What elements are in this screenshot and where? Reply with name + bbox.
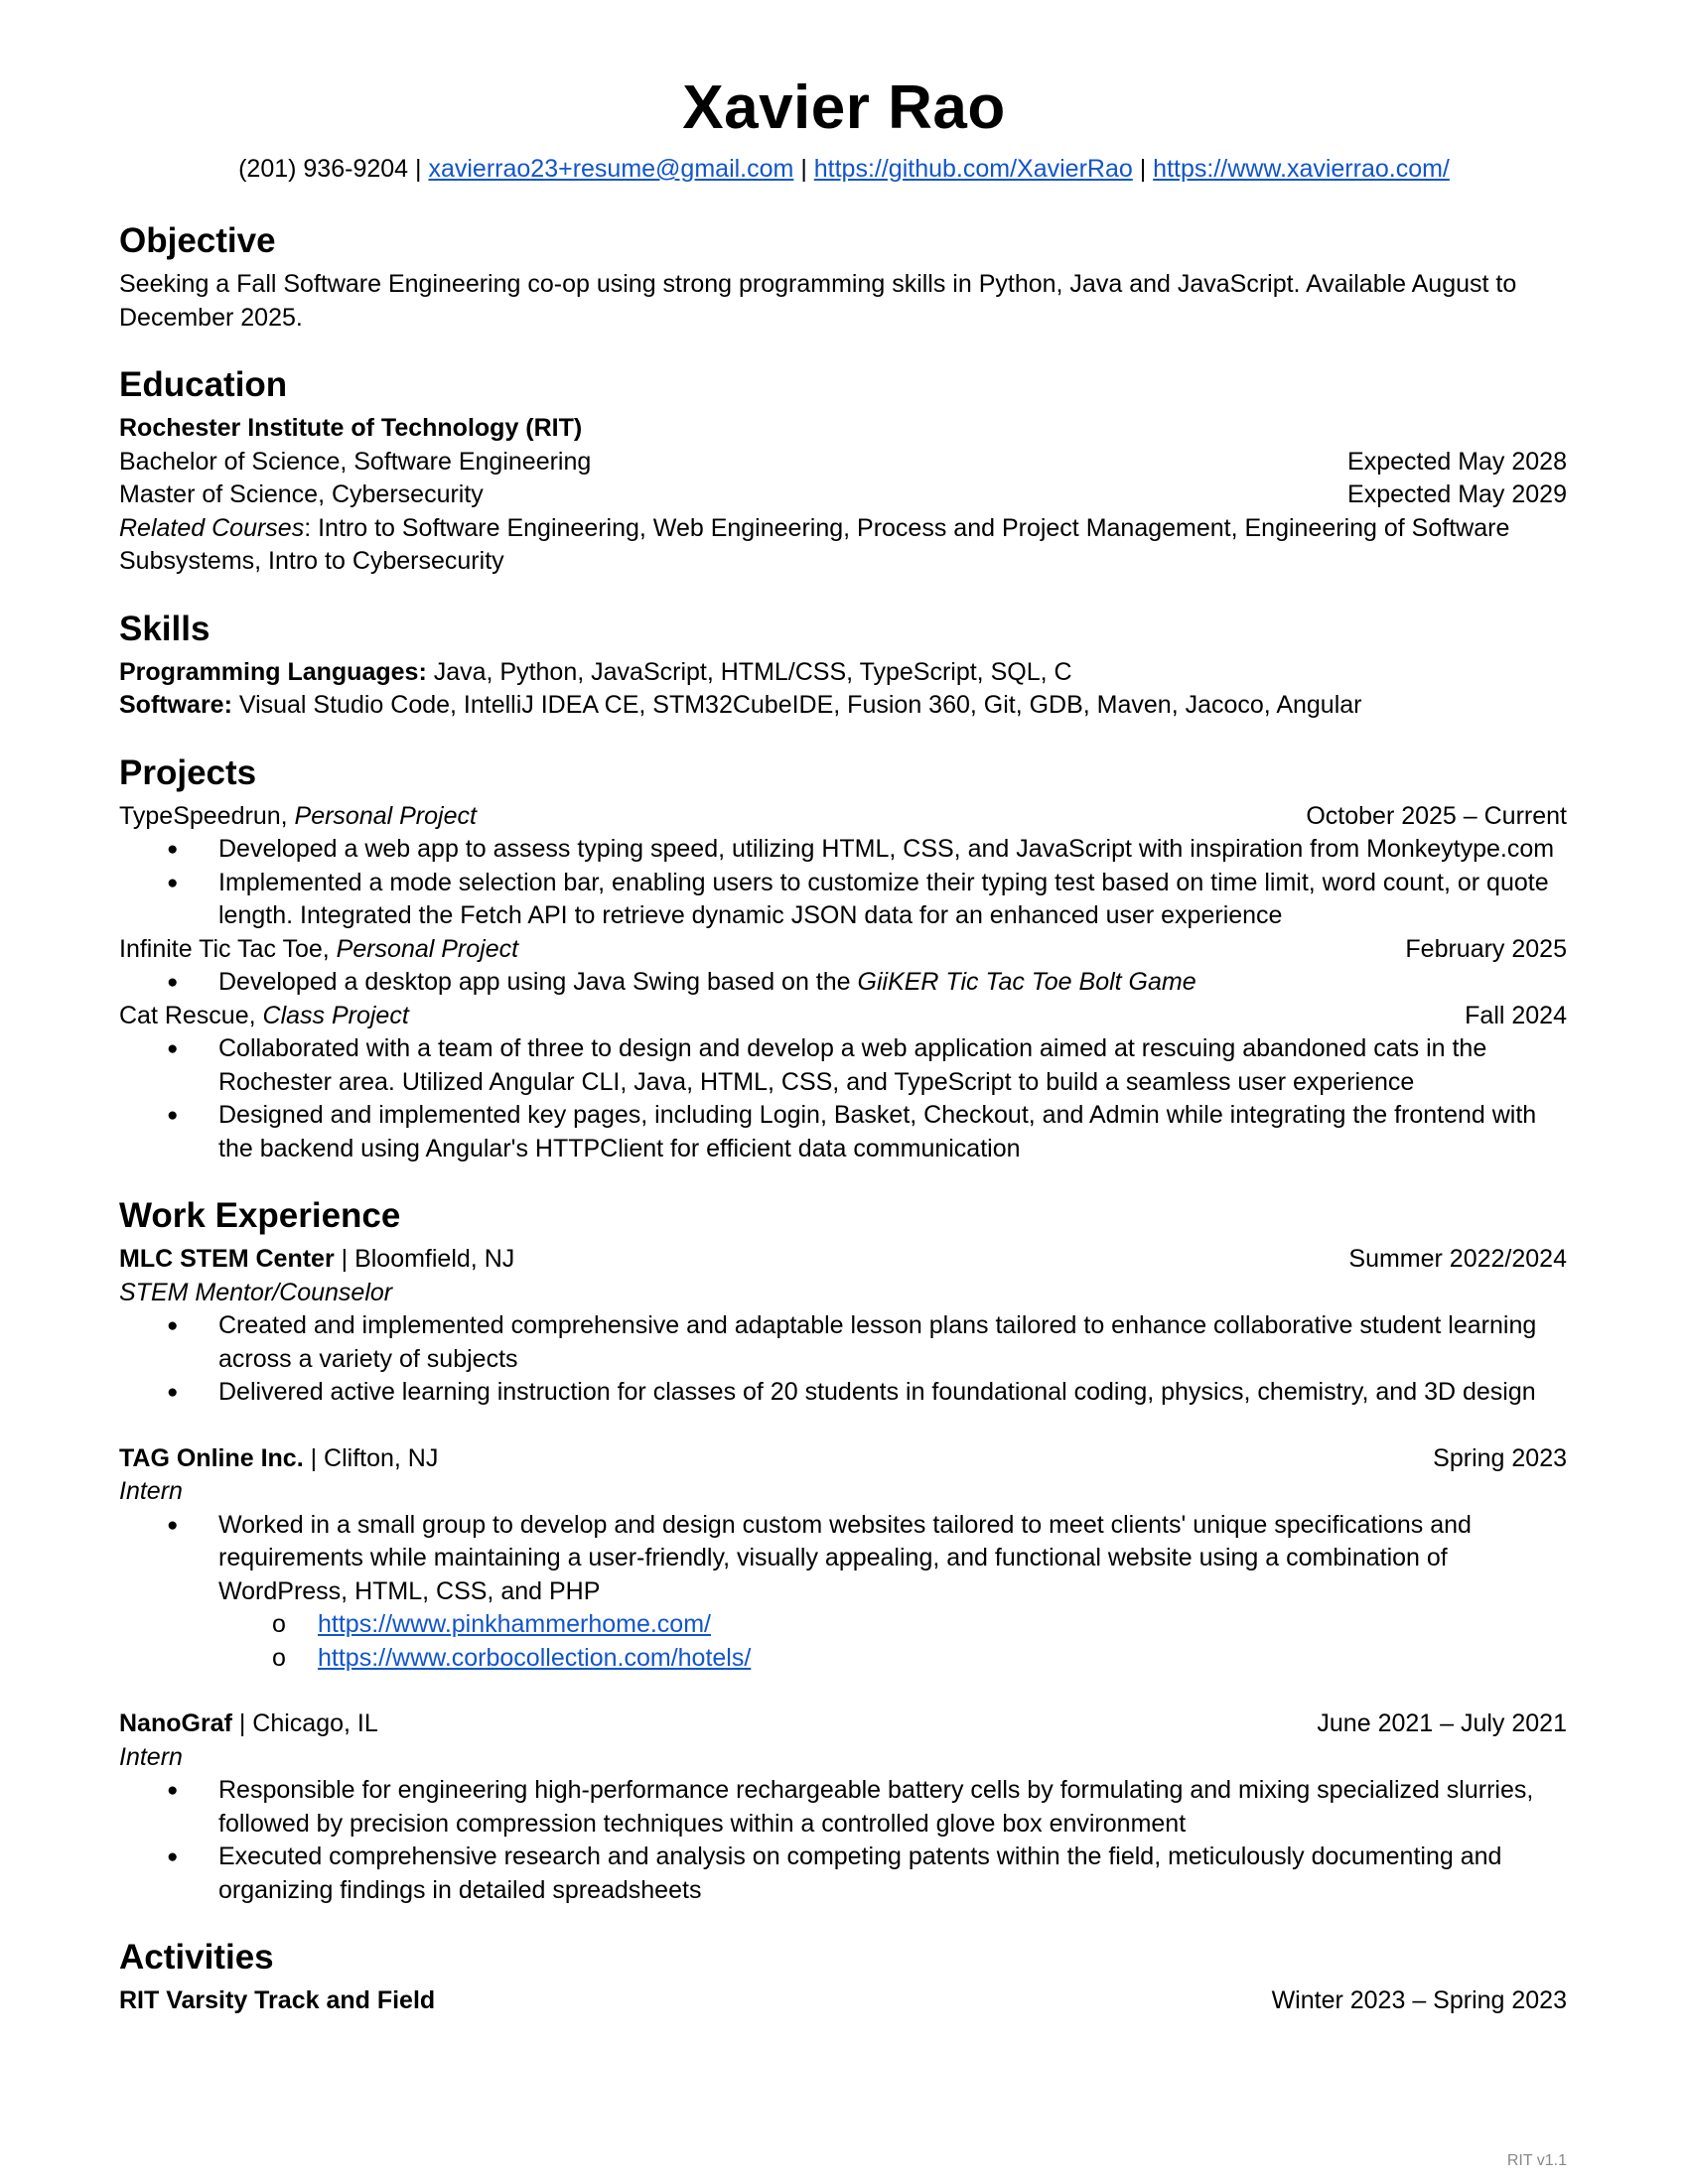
job-entry xyxy=(119,1707,1567,1907)
project-header xyxy=(119,933,1567,967)
job-bullets xyxy=(119,1309,1567,1410)
section-title: Work Experience xyxy=(119,1196,401,1235)
company-name: TAG Online Inc. xyxy=(119,1443,304,1472)
skills-label: Programming Languages: xyxy=(119,657,427,686)
activity-row xyxy=(119,1984,1567,2018)
skills-section xyxy=(119,609,1567,723)
bullet-italic-text: GiiKER Tic Tac Toe Bolt Game xyxy=(857,968,1196,996)
work-section xyxy=(119,1195,1567,1907)
degree-row xyxy=(119,446,1567,479)
related-courses xyxy=(119,512,1567,579)
job-role: STEM Mentor/Counselor xyxy=(119,1278,393,1306)
bullet-item: ● Executed comprehensive research and analysis on competing patents within the field, meticulously documenting and organizing findings in detailed spreadsheets xyxy=(119,1841,1567,1907)
activity-date: Winter 2023 – Spring 2023 xyxy=(1271,1986,1567,2014)
job-role: Intern xyxy=(119,1477,183,1505)
contact-line xyxy=(0,153,1688,185)
separator: | xyxy=(415,155,422,183)
sub-bullet-item xyxy=(119,1642,1567,1676)
section-title: Objective xyxy=(119,221,276,260)
activity-name: RIT Varsity Track and Field xyxy=(119,1986,436,2014)
courses-text: : Intro to Software Engineering, Web Engineering, Process and Project Management, Engineering of Software Subsystems, Intro to Cybersecurity xyxy=(119,513,1510,575)
objective-section xyxy=(119,220,1567,335)
job-entry xyxy=(119,1442,1567,1676)
project-header xyxy=(119,1000,1567,1033)
separator: | xyxy=(1139,155,1147,183)
objective-text: Seeking a Fall Software Engineering co-op using strong programming skills in Python, Java and JavaScript. Available August to December 2025. xyxy=(119,270,1517,332)
project-name: Infinite Tic Tac Toe, xyxy=(119,934,337,963)
company-location: | Clifton, NJ xyxy=(303,1443,439,1472)
bullet-item xyxy=(119,966,1567,1000)
project-bullets xyxy=(119,966,1567,1000)
section-title: Projects xyxy=(119,752,257,792)
job-header xyxy=(119,1442,1567,1476)
project-date: Fall 2024 xyxy=(1465,1001,1567,1029)
skills-text: Java, Python, JavaScript, HTML/CSS, TypeScript, SQL, C xyxy=(426,657,1072,686)
job-date: Spring 2023 xyxy=(1433,1443,1567,1472)
degree-name: Bachelor of Science, Software Engineering xyxy=(119,447,592,476)
email-link[interactable]: xavierrao23+resume@gmail.com xyxy=(428,155,794,183)
project-date: February 2025 xyxy=(1405,934,1567,963)
job-bullets xyxy=(119,1509,1567,1609)
project-type: Personal Project xyxy=(294,801,477,830)
bullet-item: ● Responsible for engineering high-performance rechargeable battery cells by formulating and mixing specialized slurries, followed by precision compression techniques within a controlled glove box environment xyxy=(119,1774,1567,1841)
project-name: Cat Rescue, xyxy=(119,1001,263,1029)
company-name: MLC STEM Center xyxy=(119,1245,335,1273)
company-location: | Bloomfield, NJ xyxy=(334,1245,515,1273)
degree-date: Expected May 2029 xyxy=(1347,480,1567,508)
portfolio-link[interactable]: https://www.pinkhammerhome.com/ xyxy=(318,1610,711,1638)
bullet-item: ● Created and implemented comprehensive and adaptable lesson plans tailored to enhance collaborative student learning across a variety of subjects xyxy=(119,1309,1567,1376)
phone-number: (201) 936-9204 xyxy=(238,155,409,183)
job-bullets xyxy=(119,1774,1567,1907)
project-name: TypeSpeedrun, xyxy=(119,801,295,830)
version-footer: RIT v1.1 xyxy=(1506,2152,1567,2169)
school-name: Rochester Institute of Technology (RIT) xyxy=(119,414,583,442)
company-name: NanoGraf xyxy=(119,1709,232,1737)
job-date: Summer 2022/2024 xyxy=(1348,1245,1567,1273)
resume-name: Xavier Rao xyxy=(682,73,1006,142)
project-type: Class Project xyxy=(262,1001,409,1029)
education-section xyxy=(119,364,1567,579)
job-header xyxy=(119,1243,1567,1277)
github-link[interactable]: https://github.com/XavierRao xyxy=(813,155,1133,183)
bullet-item: ● Delivered active learning instruction for classes of 20 students in foundational coding, physics, chemistry, and 3D design xyxy=(119,1376,1567,1410)
projects-section xyxy=(119,752,1567,1166)
portfolio-links xyxy=(119,1608,1567,1675)
degree-name: Master of Science, Cybersecurity xyxy=(119,480,484,508)
degree-date: Expected May 2028 xyxy=(1347,447,1567,476)
skills-languages xyxy=(119,656,1567,690)
company-location: | Chicago, IL xyxy=(231,1709,378,1737)
section-title: Activities xyxy=(119,1938,274,1977)
job-date: June 2021 – July 2021 xyxy=(1317,1709,1567,1737)
job-entry xyxy=(119,1243,1567,1410)
project-bullets xyxy=(119,1032,1567,1165)
project-bullets xyxy=(119,833,1567,933)
project-header xyxy=(119,800,1567,834)
website-link[interactable]: https://www.xavierrao.com/ xyxy=(1153,155,1450,183)
bullet-item: ● Collaborated with a team of three to design and develop a web application aimed at rescuing abandoned cats in the Rochester area. Utilized Angular CLI, Java, HTML, CSS, and TypeScript to build a seamless user experience xyxy=(119,1032,1567,1099)
courses-label: Related Courses xyxy=(119,513,305,542)
skills-text: Visual Studio Code, IntelliJ IDEA CE, STM32CubeIDE, Fusion 360, Git, GDB, Maven, Jacoco, Angular xyxy=(231,691,1362,719)
job-role: Intern xyxy=(119,1742,183,1771)
bullet-item: ● Worked in a small group to develop and design custom websites tailored to meet clients' unique specifications and requirements while maintaining a user-friendly, visually appealing, and functional website using a combination of WordPress, HTML, CSS, and PHP xyxy=(119,1509,1567,1609)
skills-software xyxy=(119,689,1567,723)
job-header xyxy=(119,1707,1567,1741)
bullet-item: ● Designed and implemented key pages, including Login, Basket, Checkout, and Admin while integrating the frontend with the backend using Angular's HTTPClient for efficient data communication xyxy=(119,1099,1567,1165)
section-title: Education xyxy=(119,365,288,404)
sub-bullet-item xyxy=(119,1608,1567,1642)
bullet-text: Developed a desktop app using Java Swing based on the xyxy=(218,968,858,996)
section-title: Skills xyxy=(119,609,211,648)
skills-label: Software: xyxy=(119,691,232,719)
portfolio-link[interactable]: https://www.corbocollection.com/hotels/ xyxy=(318,1643,752,1672)
resume-body xyxy=(119,220,1567,2048)
bullet-item: ● Developed a web app to assess typing speed, utilizing HTML, CSS, and JavaScript with inspiration from Monkeytype.com xyxy=(119,833,1567,867)
bullet-item: ● Implemented a mode selection bar, enabling users to customize their typing test based on time limit, word count, or quote length. Integrated the Fetch API to retrieve dynamic JSON data for an enhanced user experience xyxy=(119,867,1567,933)
separator: | xyxy=(800,155,807,183)
degree-row xyxy=(119,478,1567,512)
project-date: October 2025 – Current xyxy=(1306,801,1567,830)
project-type: Personal Project xyxy=(336,934,519,963)
activities-section xyxy=(119,1937,1567,2018)
